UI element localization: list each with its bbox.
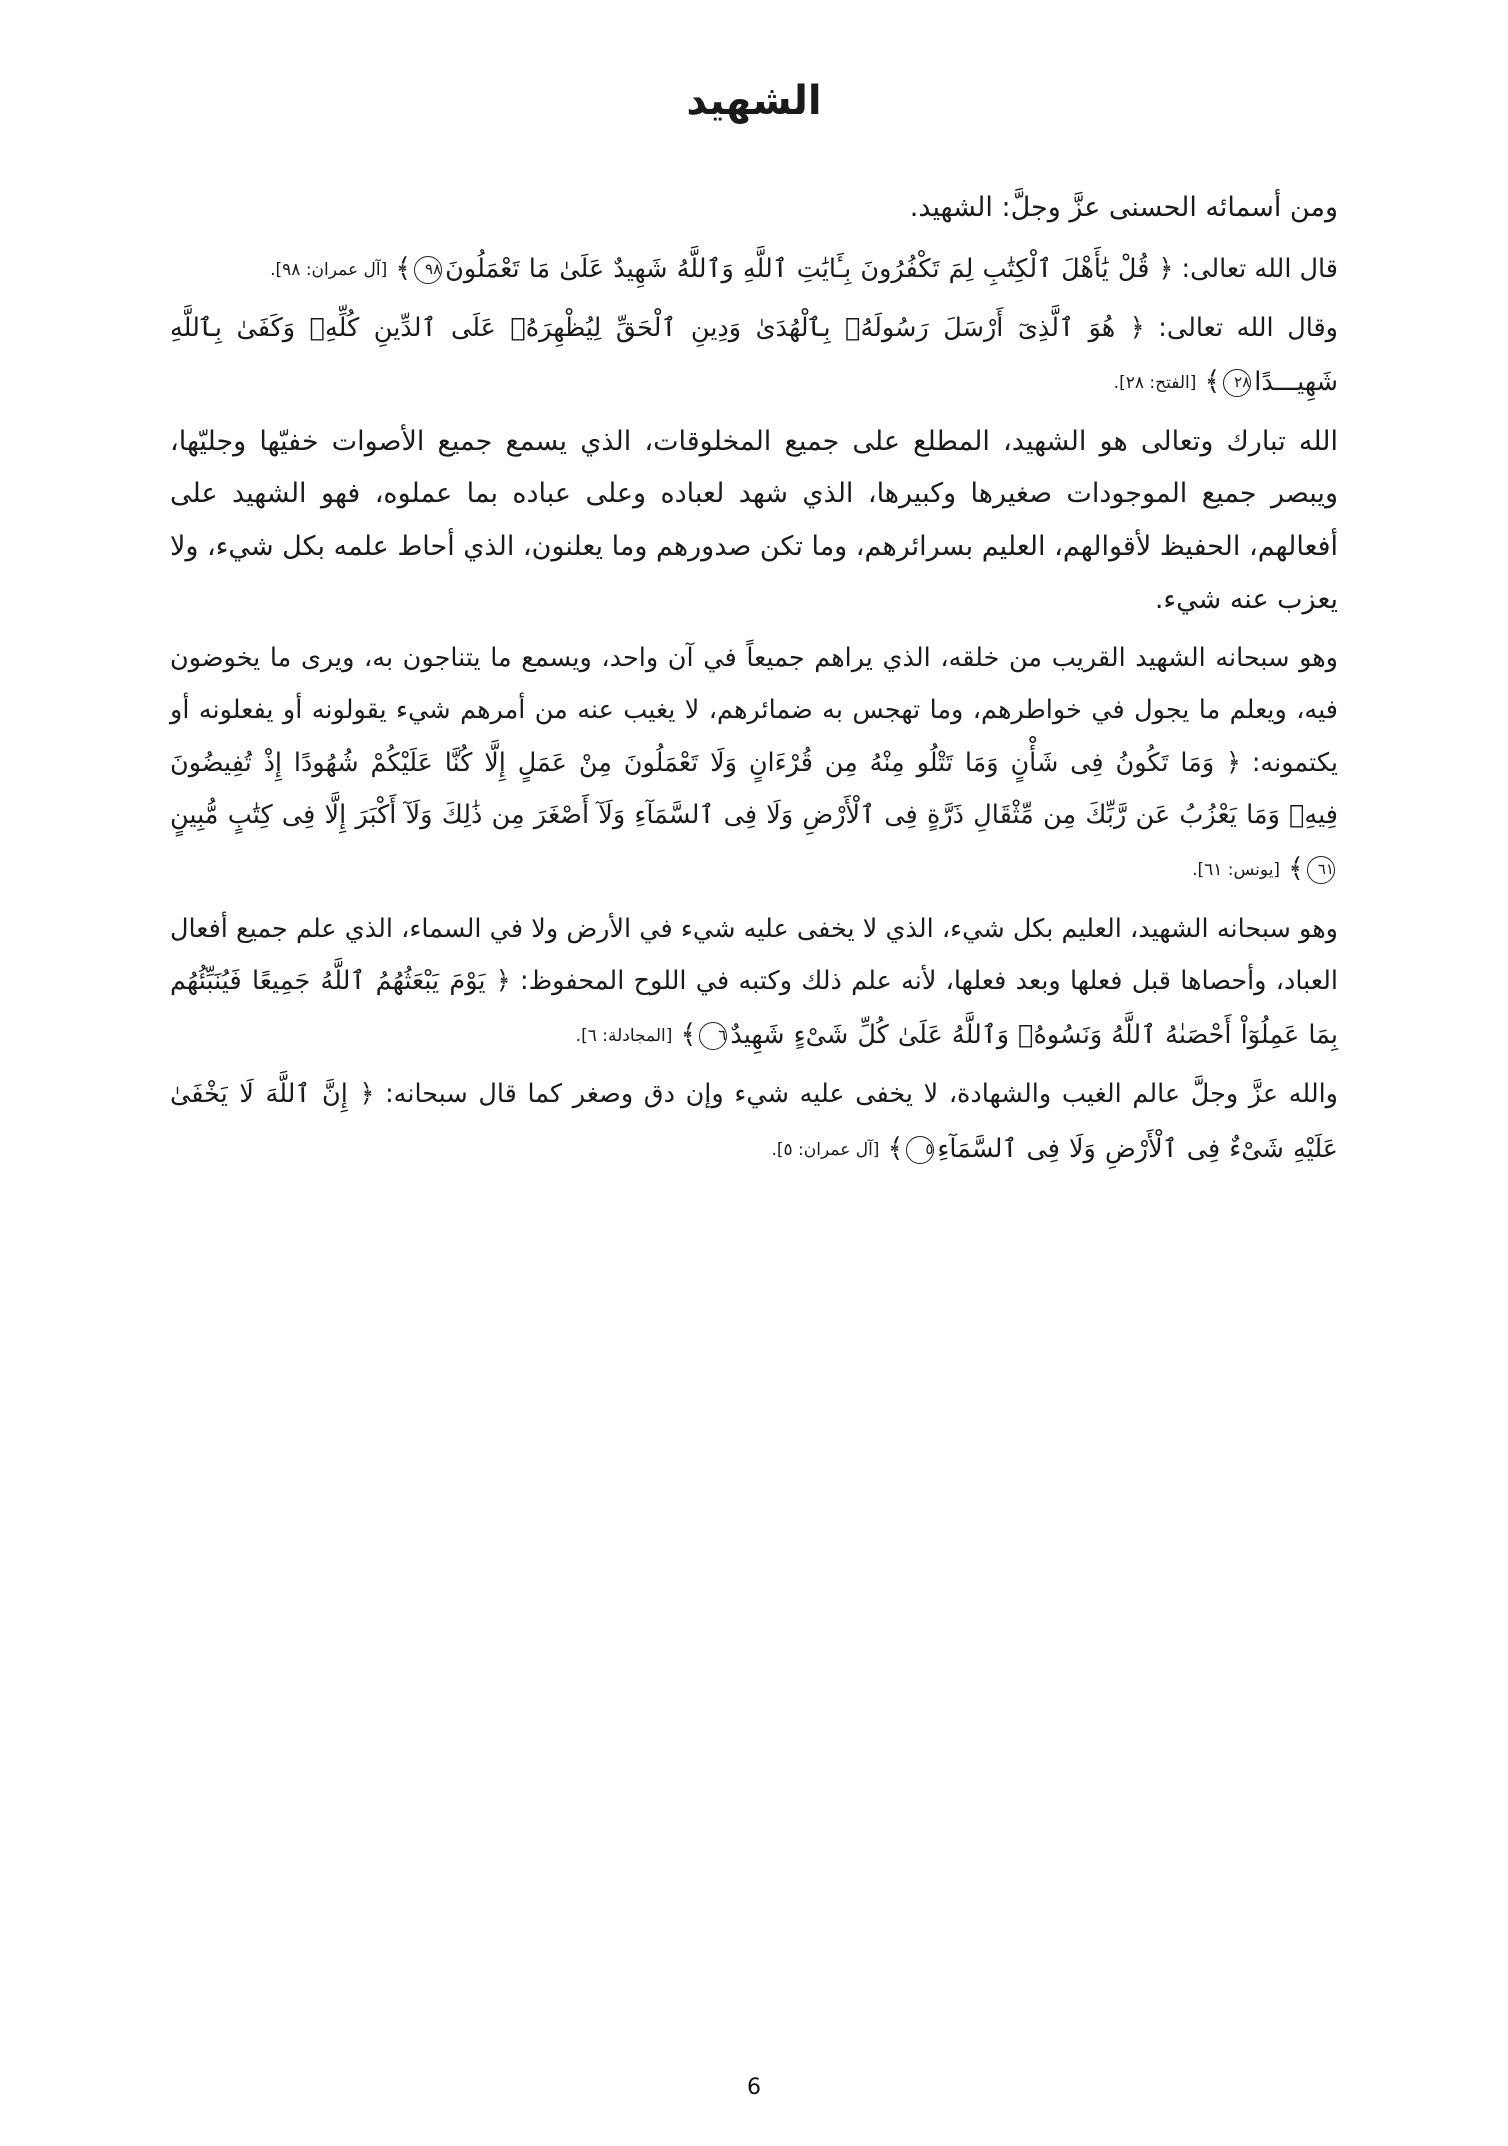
quran-verse-5: ﴿ إِنَّ ٱللَّهَ لَا يَخْفَىٰ عَلَيْهِ شَىْءٌ فِى ٱلْأَرْضِ وَلَا فِى ٱلسَّمَآءِ: [170, 1079, 1338, 1164]
quran-close-brace-3: ﴾: [1288, 853, 1304, 885]
ayah-number-3: ٦١: [1307, 856, 1335, 884]
paragraph-2: [170, 241, 1338, 296]
page-number: 6: [747, 2075, 761, 2100]
paragraph-6: [170, 903, 1338, 1063]
page-title-text: الشهيد: [686, 78, 822, 124]
ayah-number-5: ٥: [906, 1136, 934, 1164]
paragraph-1: ومن أسمائه الحسنى عزَّ وجلَّ: الشهيد.: [909, 192, 1338, 223]
quran-close-brace-4: ﴾: [680, 1019, 697, 1051]
quran-reference-4: [المجادلة: ٦].: [575, 1026, 673, 1047]
quote-intro-2: وقال الله تعالى:: [1158, 312, 1338, 343]
paragraph-4: الله تبارك وتعالى هو الشهيد، المطلع على جميع المخلوقات، الذي يسمع جميع الأصوات خفيّها وجليّها، ويبصر جميع الموجودات صغيرها وكبيرها، الذي شهد لعباده وعلى عباده بما عملوه، فهو الشهيد على أفعالهم، الحفيظ لأقوالهم، العليم بسرائرهم، وما تكن صدورهم وما يعلنون، الذي أحاط علمه بكل شيء، ولا يعزب عنه شيء.: [170, 425, 1338, 615]
quran-close-brace-1: ﴾: [395, 252, 412, 284]
quran-verse-3: ﴿ وَمَا تَكُونُ فِى شَأْنٍ وَمَا تَتْلُو مِنْهُ مِن قُرْءَانٍ وَلَا تَعْمَلُونَ مِنْ عَمَلٍ إِلَّا كُنَّا عَلَيْكُمْ شُهُودًا إِذْ تُفِيضُونَ فِيهِۚ وَمَا يَعْزُبُ عَن رَّبِّكَ مِن مِّثْقَالِ ذَرَّةٍ فِى ٱلْأَرْضِ وَلَا فِى ٱلسَّمَآءِ وَلَآ أَصْغَرَ مِن ذَٰلِكَ وَلَآ أَكْبَرَ إِلَّا فِى كِتَٰبٍ مُّبِينٍ: [170, 747, 1338, 830]
quran-close-brace-2: ﴾: [1204, 366, 1221, 398]
quran-reference-1: [آل عمران: ٩٨].: [270, 259, 388, 280]
ayah-number-2: ٢٨: [1223, 369, 1251, 397]
quran-close-brace-5: ﴾: [887, 1132, 904, 1164]
quran-reference-5: [آل عمران: ٥].: [771, 1139, 880, 1160]
paragraph-6-text: وهو سبحانه الشهيد، العليم بكل شيء، الذي لا يخفى عليه شيء في الأرض ولا في السماء، الذي علم جميع أفعال العباد، وأحصاها قبل فعلها وبعد فعلها، لأنه علم ذلك وكتبه في اللوح المحفوظ:: [170, 913, 1338, 996]
paragraph-7: [170, 1068, 1338, 1176]
paragraph-5: [170, 632, 1338, 896]
quran-reference-2: [الفتح: ٢٨].: [1113, 373, 1197, 394]
page-title: [170, 78, 1338, 124]
paragraph-7-text: والله عزَّ وجلَّ عالم الغيب والشهادة، لا يخفى عليه شيء وإن دق وصغر كما قال سبحانه:: [385, 1079, 1339, 1110]
quote-intro-1: قال الله تعالى:: [1181, 253, 1338, 284]
quran-verse-4: ﴿ يَوْمَ يَبْعَثُهُمُ ٱللَّهُ جَمِيعًا فَيُنَبِّئُهُم بِمَا عَمِلُوٓاْ أَحْصَىٰهُ ٱللَّهُ وَنَسُوهُۚ وَٱللَّهُ عَلَىٰ كُلِّ شَىْءٍ شَهِيدٌ: [170, 965, 1338, 1051]
ayah-number-4: ٦: [699, 1022, 727, 1050]
quran-reference-3: [يونس: ٦١].: [1192, 860, 1281, 881]
quran-verse-1: ﴿ قُلْ يَٰأَهْلَ ٱلْكِتَٰبِ لِمَ تَكْفُرُونَ بِـَٔايَٰتِ ٱللَّهِ وَٱللَّهُ شَهِيدٌ عَلَىٰ مَا تَعْمَلُونَ: [445, 253, 1174, 284]
ayah-number-1: ٩٨: [414, 256, 442, 284]
paragraph-5-text: وهو سبحانه الشهيد القريب من خلقه، الذي يراهم جميعاً في آن واحد، ويسمع ما يتناجون به، ويرى ما يخوضون فيه، ويعلم ما يجول في خواطرهم، وما تهجس به ضمائرهم، لا يغيب عنه من أمرهم شيء يقولونه أو يفعلونه أو يكتمونه:: [170, 643, 1338, 778]
page-body: [170, 182, 1338, 1176]
paragraph-3: [170, 302, 1338, 410]
quran-verse-2: ﴿ هُوَ ٱلَّذِىٓ أَرْسَلَ رَسُولَهُۥ بِٱلْهُدَىٰ وَدِينِ ٱلْحَقِّ لِيُظْهِرَهُۥ عَلَى ٱلدِّينِ كُلِّهِۚ وَكَفَىٰ بِٱللَّهِ شَهِيـــدًا: [170, 312, 1338, 398]
